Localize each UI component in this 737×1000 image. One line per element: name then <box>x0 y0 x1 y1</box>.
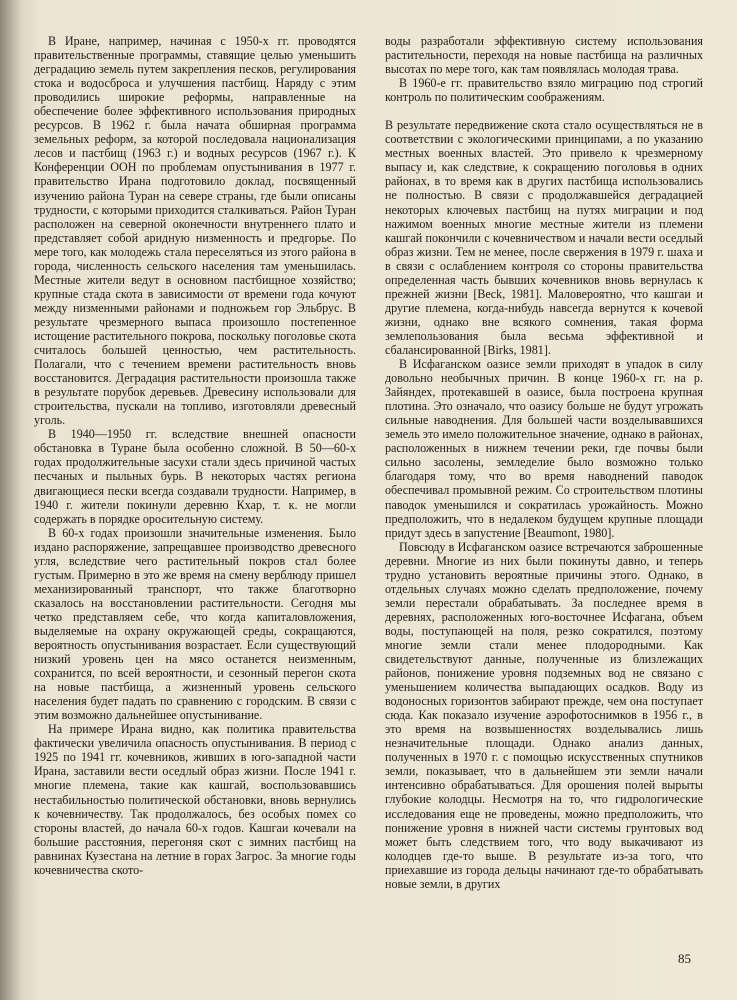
right-column <box>385 34 703 891</box>
binding-shadow <box>0 0 22 1000</box>
left-column <box>34 34 356 877</box>
paragraph: В 1940—1950 гг. вследствие внешней опасности обстановка в Туране была особенно сложной. В 50—60-х годах продолжительные засухи стали здесь причиной частых песчаных и пыльных бурь. В некоторых частях региона двигающиеся пески всегда создавали трудности. Например, в 1940 г. жители покинули деревню Кхар, т. к. не могли содержать в порядке оросительную систему. <box>34 427 356 526</box>
paragraph: Повсюду в Исфаганском оазисе встречаются заброшенные деревни. Многие из них были покинуты давно, и теперь трудно установить вероятные причины этого. Однако, в отдельных случаях можно сделать предположение, почему земли перестали обрабатывать. За последнее время в деревнях, расположенных юго-восточнее Исфагана, объем воды, поступающей на поля, резко сократился, поэтому многие земли стали менее плодородными. Как свидетельствуют данные, полученные из близлежащих районов, понижение уровня подземных вод не связано с уменьшением количества выпадающих осадков. Воду из водоносных горизонтов забирают прежде, чем она поступает сюда. Как показало изучение аэрофотоснимков в 1956 г., в это время на возвышенностях возделывались лишь незначительные площади. Однако анализ данных, полученных в 1970 г. с помощью искусственных спутников земли, показывает, что в дальнейшем эти земли начали интенсивно обрабатываться. Для орошения полей вырыты глубокие колодцы. Несмотря на то, что гидрологические исследования еще не проведены, можно предположить, что понижение уровня в нижней части системы грунтовых вод может быть следствием того, что воду выкачивают из колодцев где-то выше. В результате из-за того, что приехавшие из города дельцы начинают где-то обрабатывать новые земли, в других <box>385 539 703 891</box>
page-number: 85 <box>678 951 691 966</box>
paragraph: В 60-х годах произошли значительные изменения. Было издано распоряжение, запрещавшее производство древесного угля, вследствие чего растительный покров стал более густым. Примерно в это же время на смену верблюду пришел механизированный транспорт, что также благотворно сказалось на восстановлении растительности. Сегодня мы четко представляем себе, что когда капиталовложения, выделяемые на охрану окружающей среды, сокращаются, вероятность опустынивания возрастает. Если существующий низкий уровень цен на мясо останется неизменным, сохранится, по всей вероятности, и сезонный перегон скота на новые пастбища, а жизненный уровень сельского населения будет падать по сравнению с городским. В связи с этим возможно дальнейшее опустынивание. <box>34 525 356 723</box>
paragraph: В Исфаганском оазисе земли приходят в упадок в силу довольно необычных причин. В конце 1960-х гг. на р. Зайяндех, протекавшей в оазисе, была построена крупная плотина. Это означало, что оазису больше не будут угрожать сильные наводнения. Для большей части возделывавшихся земель это имело положительное значение, однако в районах, расположенных в нижнем течении реки, где почвы были сильно засолены, земледелие было возможно только благодаря тому, что во время наводнений паводок обеспечивал промывной режим. Со строительством плотины паводок уменьшился и сократилась урожайность. Можно предположить, что в недалеком будущем крупные площади придут здесь в запустение [Beaumont, 1980]. <box>385 357 703 540</box>
paragraph: В результате передвижение скота стало осуществляться не в соответствии с экологическими принципами, а по указанию местных военных властей. Это привело к чрезмерному выпасу и, как следствие, к сокращению поголовья в одних районах, в то время как в других пастбища использовались не полностью. В связи с продолжавшейся деградацией некоторых ключевых пастбищ на путях миграции и под нажимом военных многие местные жители из племени кашгай покончили с кочевничеством и начали вести оседлый образ жизни. Тем не менее, после свержения в 1979 г. шаха и в связи с ослаблением контроля со стороны правительства определенная часть бывших кочевников вновь вернулась к прежней жизни [Beck, 1981]. Маловероятно, что кашгаи и другие племена, когда-нибудь навсегда вернутся к кочевой жизни, однако вне всякого сомнения, такая форма землепользования была весьма эффективной и сбалансированной [Birks, 1981]. <box>385 118 703 357</box>
paragraph: На примере Ирана видно, как политика правительства фактически увеличила опасность опустынивания. В период с 1925 по 1941 гг. кочевников, живших в юго-западной части Ирана, заставили вести оседлый образ жизни. После 1941 г. многие племена, такие как кашгай, воспользовавшись нестабильностью политической обстановки, вновь вернулись к кочевничеству. Так продолжалось, без особых помех со стороны властей, до начала 60-х годов. Кашгаи кочевали на большие расстояния, перегоняя скот с зимних пастбищ на равнинах Кузестана на летние в горах Загрос. За многие годы кочевничества ското- <box>34 722 356 877</box>
paragraph: В Иране, например, начиная с 1950-х гг. проводятся правительственные программы, ставящие целью уменьшить деградацию земель путем закрепления песков, регулирования стока и водосброса и улучшения пастбищ. Наряду с этим проводились широкие реформы, направленные на обеспечение более эффективного использования природных ресурсов. В 1962 г. была начата обширная программа земельных реформ, за которой последовала национализация лесов и пастбищ (1963 г.) и водных ресурсов (1967 г.). К Конференции ООН по проблемам опустынивания в 1977 г. правительство Ирана подготовило доклад, посвященный изучению района Туран на севере страны, где были описаны трудности, с которыми приходится сталкиваться. Район Туран расположен на северной оконечности внутреннего плато и представляет собой аридную низменность и предгорье. По мере того, как молодежь стала переселяться из этого района в города, численность сельского населения там уменьшилась. Местные жители ведут в основном пастбищное хозяйство; крупные стада скота в зависимости от времени года кочуют между низменными районами и подножьем гор Эльбрус. В результате чрезмерного выпаса произошло постепенное истощение растительного покрова, поскольку поголовье скота считалось большей ценностью, чем растительность. Полагали, что с течением времени растительность вновь восстановится. Деградация растительности произошла также в результате порубок деревьев. Древесину использовали для строительства, пускали на топливо, изготовляли древесный уголь. <box>34 34 356 428</box>
paragraph: воды разработали эффективную систему использования растительности, переходя на новые пастбища на различных высотах по мере того, как там появлялась молодая трава. <box>385 34 703 77</box>
paragraph: В 1960-е гг. правительство взяло миграцию под строгий контроль по политическим соображениям. <box>385 76 703 105</box>
